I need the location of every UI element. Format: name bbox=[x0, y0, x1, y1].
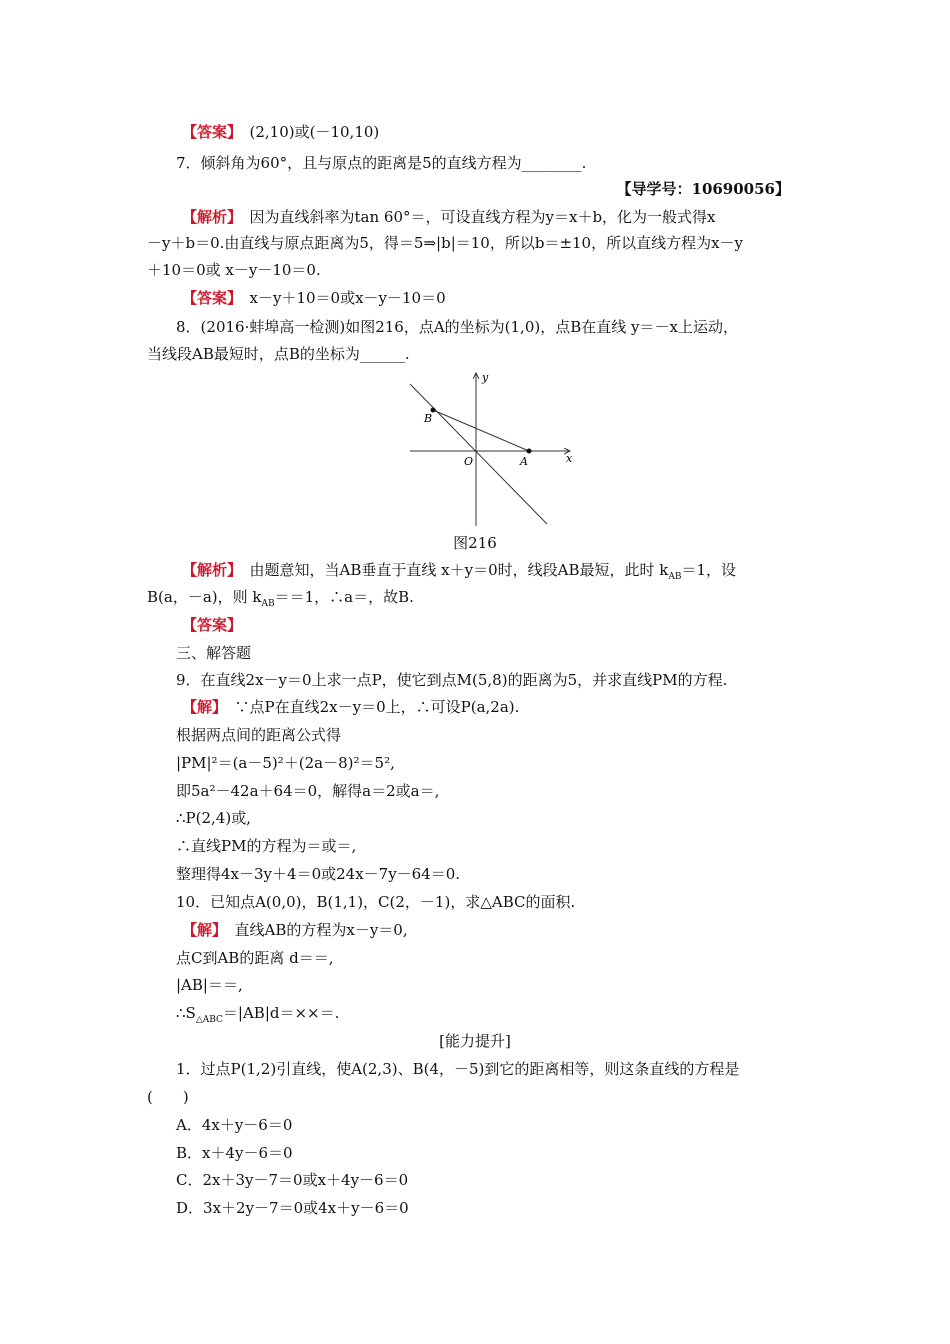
solution-10-line4 bbox=[176, 1003, 339, 1030]
line-y-neg-x bbox=[410, 384, 547, 524]
analysis-text-tail: ＝＝1，∴a＝，故B. bbox=[274, 588, 414, 606]
analysis-8-line2 bbox=[147, 587, 414, 614]
analysis-tag: 【解析】 bbox=[182, 561, 235, 579]
solution-10-line2: 点C到AB的距离 d＝＝, bbox=[176, 949, 334, 967]
solution-9-line4: 即5a²－42a＋64＝0，解得a＝2或a＝, bbox=[176, 782, 440, 800]
question-8-line2: 当线段AB最短时，点B的坐标为______. bbox=[147, 345, 410, 363]
question-8: 8．(2016·蚌埠高一检测)如图216，点A的坐标为(1,0)，点B在直线 y＝－x上运动， bbox=[176, 318, 738, 336]
answer-tag: 【答案】 bbox=[182, 616, 243, 634]
figure-caption: 图216 bbox=[453, 534, 497, 552]
analysis-text: B(a，－a)，则 k bbox=[147, 588, 262, 606]
analysis-8 bbox=[182, 560, 736, 587]
solution-9-line3: |PM|²＝(a－5)²＋(2a－8)²＝5², bbox=[176, 754, 395, 772]
solution-text: ∴S bbox=[176, 1004, 196, 1022]
segment-ab bbox=[433, 410, 529, 451]
analysis-7-line2: －y＋b＝0.由直线与原点距离为5，得＝5⇒|b|＝10，所以b＝±10，所以直线方程为x－y bbox=[147, 234, 744, 252]
solution-9 bbox=[182, 697, 519, 717]
solution-9-line5: ∴P(2,4)或, bbox=[176, 809, 251, 827]
point-a bbox=[527, 449, 532, 454]
analysis-tag: 【解析】 bbox=[182, 208, 235, 226]
figure-216 bbox=[400, 368, 590, 530]
solution-tag: 【解】 bbox=[182, 698, 220, 716]
solution-tag: 【解】 bbox=[182, 921, 220, 939]
question-ability-1: 1．过点P(1,2)引直线，使A(2,3)、B(4，－5)到它的距离相等，则这条直线的方程是 bbox=[176, 1060, 740, 1078]
question-7: 7．倾斜角为60°，且与原点的距离是5的直线方程为________. bbox=[176, 154, 587, 172]
solution-9-line7: 整理得4x－3y＋4＝0或24x－7y－64＝0. bbox=[176, 865, 461, 883]
option-b: B．x＋4y－6＝0 bbox=[176, 1144, 293, 1162]
question-9: 9．在直线2x－y＝0上求一点P，使它到点M(5,8)的距离为5，并求直线PM的方程. bbox=[176, 671, 728, 689]
subscript: AB bbox=[261, 599, 275, 609]
analysis-text: 由题意知，当AB垂直于直线 x＋y＝0时，线段AB最短，此时 k bbox=[234, 561, 669, 579]
solution-text: ∵点P在直线2x－y＝0上，∴可设P(a,2a). bbox=[219, 698, 520, 716]
solution-9-line2: 根据两点间的距离公式得 bbox=[176, 726, 342, 744]
solution-10 bbox=[182, 920, 408, 940]
answer-text: (2,10)或(－10,10) bbox=[234, 123, 380, 141]
option-d: D．3x＋2y－7＝0或4x＋y－6＝0 bbox=[176, 1199, 409, 1217]
analysis-7 bbox=[182, 207, 716, 227]
answer-6 bbox=[182, 122, 379, 142]
y-axis-label: y bbox=[482, 371, 489, 384]
solution-text-tail: ＝|AB|d＝××＝. bbox=[222, 1004, 340, 1022]
solution-9-line6: ∴直线PM的方程为＝或＝, bbox=[176, 837, 357, 855]
question-10: 10．已知点A(0,0)，B(1,1)，C(2，－1)，求△ABC的面积. bbox=[176, 893, 576, 911]
answer-tag: 【答案】 bbox=[182, 123, 235, 141]
subscript: △ABC bbox=[195, 1015, 223, 1025]
answer-tag: 【答案】 bbox=[182, 289, 235, 307]
point-a-label: A bbox=[520, 455, 528, 468]
analysis-text-tail: ＝1，设 bbox=[681, 561, 737, 579]
answer-text: x－y＋10＝0或x－y－10＝0 bbox=[234, 289, 446, 307]
option-a: A．4x＋y－6＝0 bbox=[176, 1116, 293, 1134]
subscript: AB bbox=[668, 572, 682, 582]
section-heading: 三、解答题 bbox=[176, 644, 252, 662]
guide-number: 【导学号：10690056】 bbox=[616, 180, 790, 198]
point-b-label: B bbox=[424, 412, 433, 425]
analysis-text: 因为直线斜率为tan 60°＝，可设直线方程为y＝x＋b，化为一般式得x bbox=[234, 208, 716, 226]
solution-text: 直线AB的方程为x－y＝0, bbox=[219, 921, 408, 939]
question-ability-1-blank: ( ) bbox=[147, 1088, 189, 1106]
analysis-7-line3: ＋10＝0或 x－y－10＝0. bbox=[147, 261, 321, 279]
section-heading-ability: [能力提升] bbox=[439, 1032, 511, 1050]
answer-8 bbox=[182, 615, 242, 635]
solution-10-line3: |AB|＝＝, bbox=[176, 976, 243, 994]
x-axis-label: x bbox=[566, 452, 573, 465]
option-c: C．2x＋3y－7＝0或x＋4y－6＝0 bbox=[176, 1171, 409, 1189]
origin-label: O bbox=[464, 455, 474, 468]
answer-7 bbox=[182, 288, 446, 308]
